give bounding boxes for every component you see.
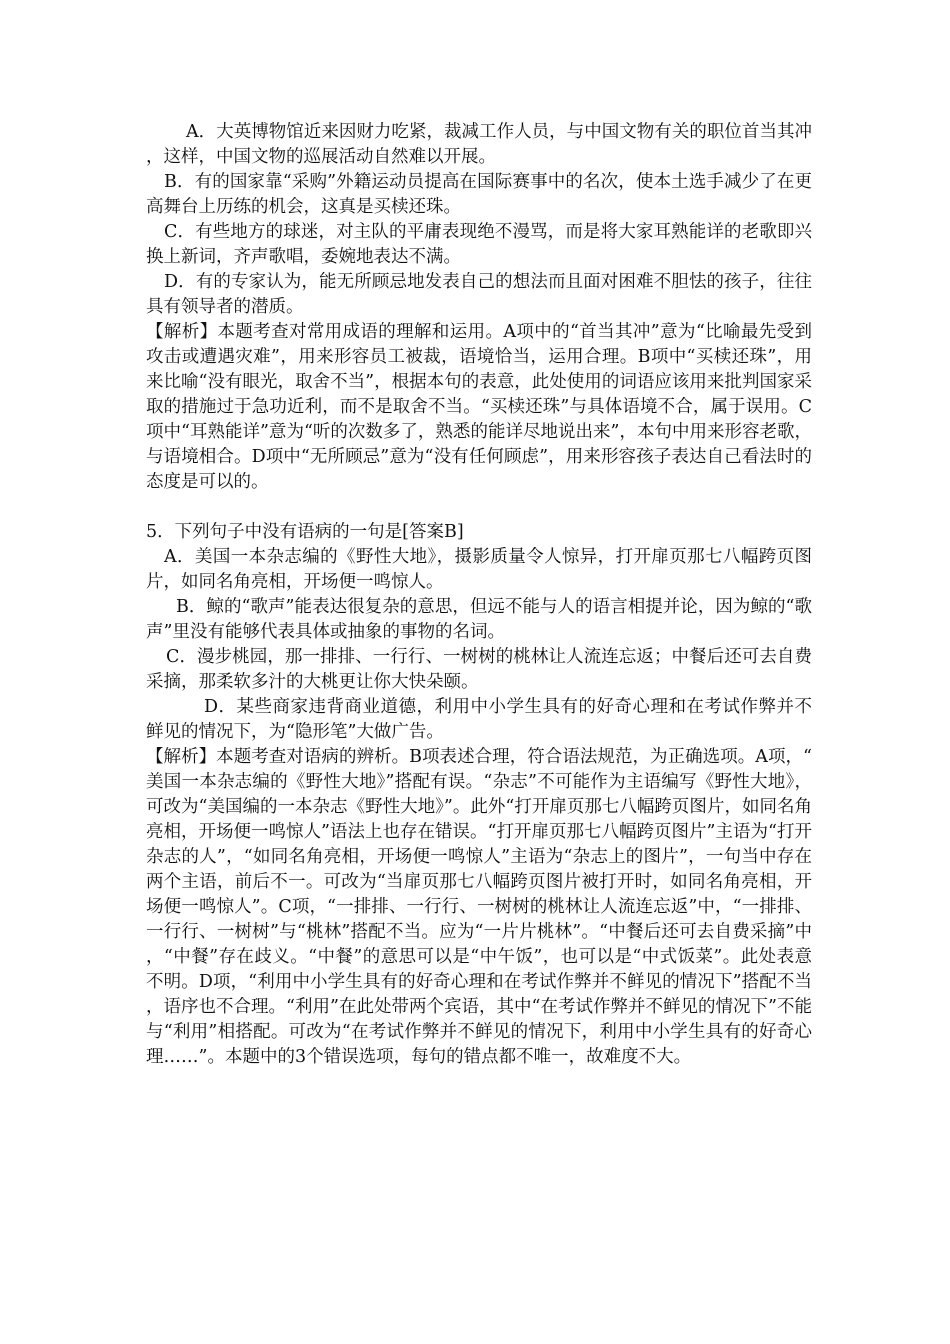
q5-option-d: D．某些商家违背商业道德，利用中小学生具有的好奇心理和在考试作弊并不鲜见的情况下，为“隐形笔”大做广告。 xyxy=(146,697,812,742)
q5-option-c: C．漫步桃园，那一排排、一行行、一树树的桃林让人流连忘返；中餐后还可去自费采摘，那柔软多汁的大桃更让你大快朵颐。 xyxy=(146,647,812,692)
q4-option-c: C．有些地方的球迷，对主队的平庸表现绝不漫骂，而是将大家耳熟能详的老歌即兴换上新词，齐声歌唱，委婉地表达不满。 xyxy=(146,222,812,267)
section-gap xyxy=(146,495,812,520)
q5-option-b: B．鲸的“歌声”能表达很复杂的意思，但远不能与人的语言相提并论，因为鲸的“歌声”里没有能够代表具体或抽象的事物的名词。 xyxy=(146,597,812,642)
q5-option-a: A．美国一本杂志编的《野性大地》，摄影质量令人惊异，打开扉页那七八幅跨页图片，如同名角亮相，开场便一鸣惊人。 xyxy=(146,547,812,592)
q4-option-d: D．有的专家认为，能无所顾忌地发表自己的想法而且面对困难不胆怯的孩子，往往具有领导者的潜质。 xyxy=(146,272,812,317)
q4-analysis: 【解析】本题考查对常用成语的理解和运用。A项中的“首当其冲”意为“比喻最先受到攻击或遭遇灾难”，用来形容员工被裁，语境恰当，运用合理。B项中“买椟还珠”，用来比喻“没有眼光，取舍不当”，根据本句的表意，此处使用的词语应该用来批判国家采取的措施过于急功近利，而不是取舍不当。“买椟还珠”与具体语境不合，属于误用。C项中“耳熟能详”意为“听的次数多了，熟悉的能详尽地说出来”，本句中用来形容老歌，与语境相合。D项中“无所顾忌”意为“没有任何顾虑”，用来形容孩子表达自己看法时的态度是可以的。 xyxy=(146,322,812,492)
q5-question: 5．下列句子中没有语病的一句是[答案B] xyxy=(146,522,464,542)
q5-analysis: 【解析】本题考查对语病的辨析。B项表述合理，符合语法规范，为正确选项。A项，“美国一本杂志编的《野性大地》”搭配有误。“杂志”不可能作为主语编写《野性大地》，可改为“美国编的一本杂志《野性大地》”。此外“打开扉页那七八幅跨页图片，如同名角亮相，开场便一鸣惊人”语法上也存在错误。“打开扉页那七八幅跨页图片”主语为“打开杂志的人”，“如同名角亮相，开场便一鸣惊人”主语为“杂志上的图片”，一句当中存在两个主语，前后不一。可改为“当扉页那七八幅跨页图片被打开时，如同名角亮相，开场便一鸣惊人”。C项，“一排排、一行行、一树树的桃林让人流连忘返”中，“一排排、一行行、一树树”与“桃林”搭配不当。应为“一片片桃林”。“中餐后还可去自费采摘”中，“中餐”存在歧义。“中餐”的意思可以是“中午饭”，也可以是“中式饭菜”。此处表意不明。D项，“利用中小学生具有的好奇心理和在考试作弊并不鲜见的情况下”搭配不当，语序也不合理。“利用”在此处带两个宾语，其中“在考试作弊并不鲜见的情况下”不能与“利用”相搭配。可改为“在考试作弊并不鲜见的情况下，利用中小学生具有的好奇心理……”。本题中的3个错误选项，每句的错点都不唯一，故难度不大。 xyxy=(146,747,812,1067)
q4-option-a: A．大英博物馆近来因财力吃紧，裁减工作人员，与中国文物有关的职位首当其冲，这样，中国文物的巡展活动自然难以开展。 xyxy=(146,122,812,167)
document-page xyxy=(146,120,812,1070)
q4-option-b: B．有的国家靠“采购”外籍运动员提高在国际赛事中的名次，使本土选手减少了在更高舞台上历练的机会，这真是买椟还珠。 xyxy=(146,172,812,217)
